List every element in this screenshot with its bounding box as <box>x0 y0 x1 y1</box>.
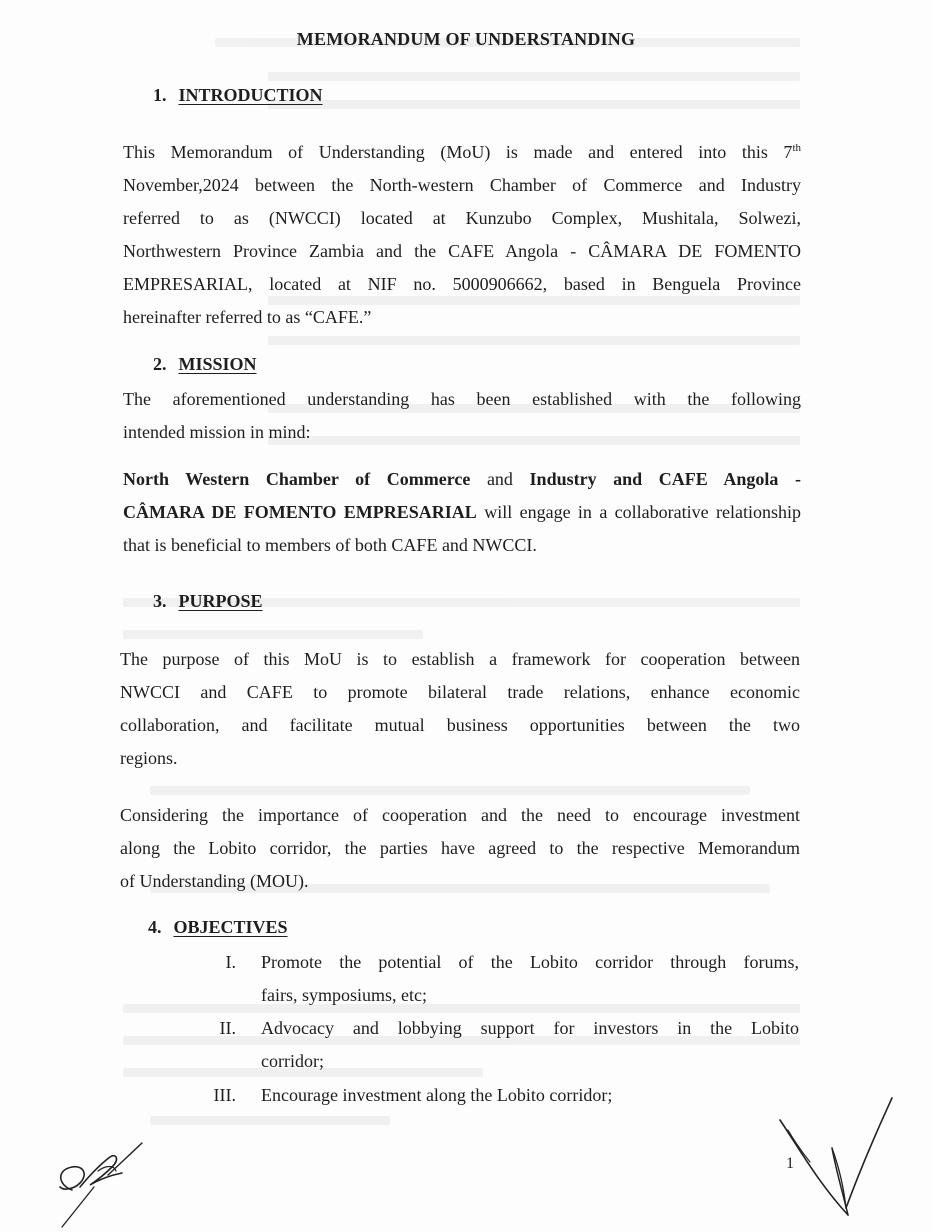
paragraph-line <box>123 463 801 496</box>
paragraph-line: November,2024 between the North-western Chamber of Commerce and Industry <box>123 175 801 195</box>
section-heading-introduction <box>153 85 323 106</box>
section-heading-mission <box>153 354 257 375</box>
paragraph-line: referred to as (NWCCI) located at Kunzubo Complex, Mushitala, Solwezi, <box>123 208 801 228</box>
paragraph-line <box>123 496 801 529</box>
objective-line: fairs, symposiums, etc; <box>261 985 427 1005</box>
section-number: 1. <box>153 85 167 105</box>
paragraph-line: collaboration, and facilitate mutual business opportunities between the two <box>120 715 800 735</box>
paragraph-line: that is beneficial to members of both CAFE and NWCCI. <box>123 535 537 555</box>
section-number: 2. <box>153 354 167 374</box>
paragraph-line: The aforementioned understanding has been established with the following <box>123 389 801 409</box>
paragraph-line: intended mission in mind: <box>123 422 311 442</box>
section-number: 4. <box>148 917 162 937</box>
paragraph-line: hereinafter referred to as “CAFE.” <box>123 307 372 327</box>
paragraph-line: NWCCI and CAFE to promote bilateral trade relations, enhance economic <box>120 682 800 702</box>
paragraph-line: The purpose of this MoU is to establish a framework for cooperation between <box>120 649 800 669</box>
objective-text <box>261 946 799 1012</box>
section-heading-label: PURPOSE <box>178 591 263 611</box>
section-heading-label: MISSION <box>178 354 257 374</box>
section-heading-objectives <box>148 917 288 938</box>
document-title: MEMORANDUM OF UNDERSTANDING <box>296 29 636 49</box>
line-text: will engage in a collaborative relationship <box>476 502 801 522</box>
mission-statement <box>123 463 801 562</box>
section-heading-label: OBJECTIVES <box>173 917 288 937</box>
mission-paragraph <box>123 383 801 449</box>
purpose-paragraph <box>120 643 800 775</box>
paragraph-line: along the Lobito corridor, the parties have agreed to the respective Memorandum <box>120 838 800 858</box>
objective-numeral: II. <box>219 1018 236 1038</box>
paragraph-line: Considering the importance of cooperation and the need to encourage investment <box>120 805 800 825</box>
paragraph-line: of Understanding (MOU). <box>120 871 309 891</box>
bold-text: CÂMARA DE FOMENTO EMPRESARIAL <box>123 502 477 522</box>
objective-numeral: III. <box>213 1085 236 1105</box>
objective-numeral: I. <box>225 952 236 972</box>
bold-text: Industry and CAFE Angola - <box>529 469 802 489</box>
objective-text <box>261 1079 799 1112</box>
paragraph-line: Northwestern Province Zambia and the CAFE Angola - CÂMARA DE FOMENTO <box>123 241 801 261</box>
objective-text <box>261 1012 799 1078</box>
purpose-paragraph-2 <box>120 799 800 898</box>
paragraph-line: EMPRESARIAL, located at NIF no. 5000906662, based in Benguela Province <box>123 274 801 294</box>
objective-line: Advocacy and lobbying support for investors in the Lobito <box>261 1018 799 1038</box>
signature-left <box>50 1135 160 1230</box>
paragraph-line: regions. <box>120 748 178 768</box>
superscript: th <box>792 142 801 154</box>
section-heading-purpose <box>153 591 263 612</box>
paragraph-line <box>123 136 801 169</box>
introduction-paragraph <box>123 136 801 334</box>
page-number: 1 <box>786 1155 794 1172</box>
objective-line: corridor; <box>261 1051 324 1071</box>
section-number: 3. <box>153 591 167 611</box>
objective-line: Promote the potential of the Lobito corridor through forums, <box>261 952 799 972</box>
section-heading-label: INTRODUCTION <box>178 85 323 105</box>
line-text: This Memorandum of Understanding (MoU) is made and entered into this 7 <box>123 142 793 162</box>
objective-line: Encourage investment along the Lobito corridor; <box>261 1085 613 1105</box>
bold-text: North Western Chamber of Commerce <box>123 469 471 489</box>
line-text: and <box>470 469 530 489</box>
